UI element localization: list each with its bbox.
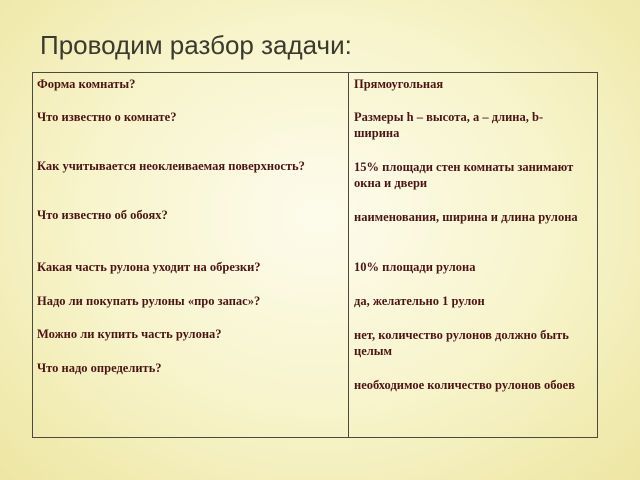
answers-column [349, 73, 597, 437]
answer-spare-rolls: да, желательно 1 рулон [354, 294, 485, 308]
questions-column [33, 73, 349, 437]
question-unpasted-surface: Как учитывается неоклеиваемая поверхность? [37, 159, 305, 173]
answer-room-known: Размеры h – высота, a – длина, b- ширина [354, 110, 544, 140]
question-room-known: Что известно о комнате? [37, 110, 177, 124]
question-room-shape: Форма комнаты? [37, 77, 136, 91]
qa-table [32, 72, 598, 438]
answer-wallpaper-known: наименования, ширина и длина рулона [354, 210, 578, 224]
answer-unpasted-surface: 15% площади стен комнаты занимают окна и двери [354, 160, 574, 190]
slide-title: Проводим разбор задачи: [40, 30, 352, 60]
answer-what-to-find: необходимое количество рулонов обоев [354, 378, 575, 392]
question-what-to-find: Что надо определить? [37, 361, 162, 375]
answer-trim-waste: 10% площади рулона [354, 260, 476, 274]
question-spare-rolls: Надо ли покупать рулоны «про запас»? [37, 294, 261, 308]
question-trim-waste: Какая часть рулона уходит на обрезки? [37, 260, 261, 274]
answer-partial-roll: нет, количество рулонов должно быть целым [354, 328, 569, 358]
question-wallpaper-known: Что известно об обоях? [37, 208, 168, 222]
answer-room-shape: Прямоугольная [354, 77, 444, 91]
question-partial-roll: Можно ли купить часть рулона? [37, 327, 222, 341]
